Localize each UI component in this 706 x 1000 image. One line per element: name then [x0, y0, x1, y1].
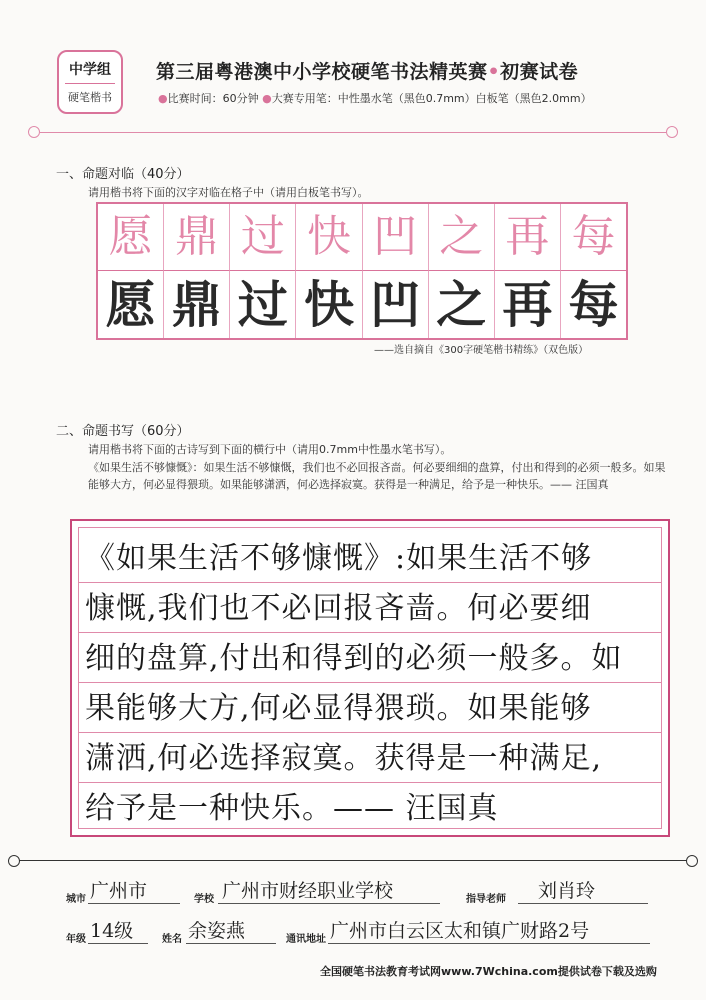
footer-ornament-icon	[8, 855, 20, 867]
address-underline	[328, 943, 650, 944]
grid-cell	[429, 271, 495, 338]
model-character: 愿	[108, 211, 153, 262]
grid-cell	[363, 271, 429, 338]
city-underline	[88, 903, 180, 904]
poem-text: 《如果生活不够慷慨》：如果生活不够慷慨，我们也不必回报吝啬。何必要细细的盘算，付出和得到的必须一般多。如果能够大方，何必显得猥琐。如果能够潇洒，何必选择寂寞。获得是一种满足，给予是一种快乐。—— 汪国真	[88, 461, 666, 491]
grid-cell	[98, 204, 164, 271]
grade-label: 年级	[66, 934, 86, 945]
badge-divider	[65, 83, 115, 84]
model-character: 快	[306, 211, 351, 262]
grid-cell	[495, 271, 561, 338]
subtitle-time: 比赛时间：60分钟	[167, 92, 259, 105]
header-divider	[40, 132, 666, 133]
written-character: 愿	[105, 274, 156, 334]
section1-title: 一、命题对临（40分）	[56, 167, 190, 182]
handwriting-line: 《如果生活不够慷慨》:如果生活不够	[85, 541, 593, 576]
divider-ornament-icon	[28, 126, 40, 138]
written-character: 过	[237, 274, 288, 334]
school-underline	[218, 903, 440, 904]
title-suffix: 初赛试卷	[500, 61, 579, 83]
city-value: 广州市	[90, 880, 148, 902]
footer-divider	[18, 860, 690, 861]
written-character: 之	[436, 274, 487, 334]
writing-box	[70, 519, 670, 837]
model-character-row	[98, 204, 626, 271]
grid-cell	[561, 271, 626, 338]
badge-top-text: 中学组	[69, 62, 111, 78]
grid-cell	[164, 271, 230, 338]
model-character: 之	[439, 211, 484, 262]
teacher-value: 刘肖玲	[538, 880, 596, 902]
tracing-grid	[96, 202, 628, 340]
section2-instruction: 请用楷书将下面的古诗写到下面的横行中（请用0.7mm中性墨水笔书写）。	[88, 443, 452, 456]
name-label: 姓名	[162, 934, 182, 945]
title-separator: •	[487, 61, 501, 83]
page-title	[156, 57, 578, 84]
written-character: 鼎	[171, 274, 222, 334]
grid-cell	[429, 204, 495, 271]
bullet-icon: ●	[262, 92, 272, 105]
grade-underline	[88, 943, 148, 944]
section2-title: 二、命题书写（60分）	[56, 424, 190, 439]
handwriting-line: 果能够大方,何必显得猥琐。如果能够	[85, 691, 592, 726]
ruled-line	[79, 732, 661, 733]
group-badge	[57, 50, 123, 114]
grid-cell	[296, 271, 362, 338]
handwriting-line: 给予是一种快乐。—— 汪国真	[85, 791, 499, 826]
model-character: 再	[505, 211, 550, 262]
address-value: 广州市白云区太和镇广财路2号	[330, 920, 590, 942]
title-main: 第三届粤港澳中小学校硬笔书法精英赛	[156, 61, 488, 83]
address-label: 通讯地址	[286, 934, 326, 945]
handwriting-line: 细的盘算,付出和得到的必须一般多。如	[85, 641, 623, 676]
teacher-label: 指导老师	[466, 894, 506, 905]
footer-ornament-icon	[686, 855, 698, 867]
grid-cell	[561, 204, 626, 271]
grid-cell	[230, 271, 296, 338]
grid-cell	[296, 204, 362, 271]
grade-value: 14级	[90, 920, 134, 942]
handwriting-line: 慷慨,我们也不必回报吝啬。何必要细	[85, 591, 592, 626]
ruled-line	[79, 782, 661, 783]
handwriting-line: 潇洒,何必选择寂寞。获得是一种满足,	[85, 741, 603, 776]
grid-cell	[230, 204, 296, 271]
ruled-line	[79, 582, 661, 583]
written-character-row	[98, 271, 626, 338]
teacher-underline	[518, 903, 648, 904]
bullet-icon: ●	[158, 92, 168, 105]
grid-cell	[363, 204, 429, 271]
written-character: 凹	[370, 274, 421, 334]
ruled-line	[79, 632, 661, 633]
section1-instruction: 请用楷书将下面的汉字对临在格子中（请用白板笔书写）。	[88, 186, 369, 199]
school-label: 学校	[194, 894, 214, 905]
written-character: 每	[568, 274, 619, 334]
model-character: 过	[240, 211, 285, 262]
model-character: 凹	[373, 211, 418, 262]
footer-website-note: 全国硬笔书法教育考试网www.7Wchina.com提供试卷下载及选购	[320, 965, 657, 978]
writing-area	[78, 527, 662, 829]
model-character: 鼎	[174, 211, 219, 262]
name-underline	[186, 943, 276, 944]
page-subtitle	[158, 90, 592, 106]
school-value: 广州市财经职业学校	[222, 880, 394, 902]
grid-cell	[495, 204, 561, 271]
written-character: 快	[303, 274, 354, 334]
written-character: 再	[502, 274, 553, 334]
ruled-line	[79, 682, 661, 683]
badge-bottom-text: 硬笔楷书	[68, 91, 112, 104]
city-label: 城市	[66, 894, 86, 905]
grid-cell	[164, 204, 230, 271]
grid-cell	[98, 271, 164, 338]
model-character: 每	[571, 211, 616, 262]
name-value: 余姿燕	[188, 920, 246, 942]
divider-ornament-icon	[666, 126, 678, 138]
subtitle-pen: 大赛专用笔：中性墨水笔（黑色0.7mm）白板笔（黑色2.0mm）	[271, 92, 592, 105]
source-citation: ——选自摘自《300字硬笔楷书精练》（双色版）	[374, 345, 589, 356]
